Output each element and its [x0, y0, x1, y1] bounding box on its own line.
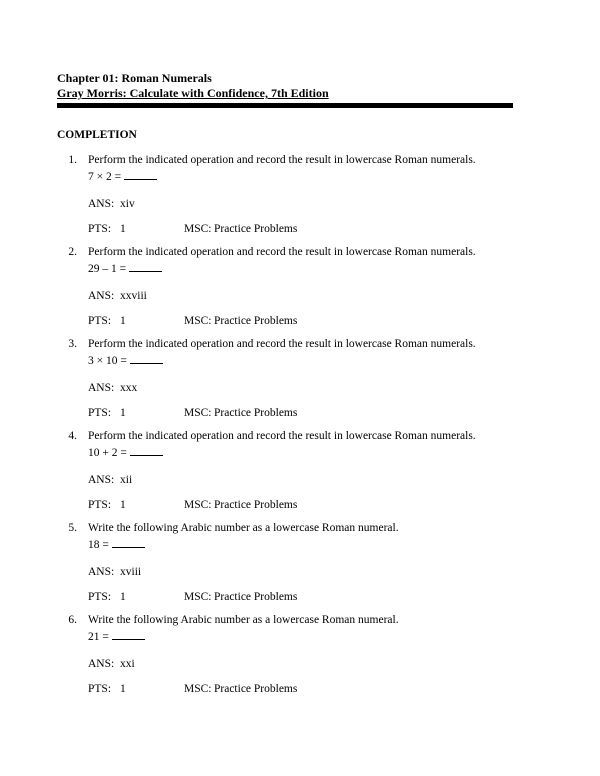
points-line — [88, 314, 570, 329]
msc-label: MSC: — [184, 315, 212, 327]
points-value: 1 — [120, 591, 126, 603]
question-body — [88, 613, 570, 697]
question-item — [57, 337, 570, 421]
question-body — [88, 521, 570, 605]
ans-label: ANS: — [88, 658, 115, 670]
question-number: 3. — [68, 338, 77, 350]
msc-label: MSC: — [184, 499, 212, 511]
answer-value: xxviii — [120, 290, 147, 302]
question-item — [57, 245, 570, 329]
question-number: 2. — [68, 246, 77, 258]
question-expression — [88, 260, 570, 277]
msc-value: Practice Problems — [214, 499, 298, 511]
points-value: 1 — [120, 315, 126, 327]
question-item — [57, 429, 570, 513]
question-body — [88, 429, 570, 513]
question-prompt: Write the following Arabic number as a lowercase Roman numeral. — [88, 522, 399, 534]
answer-blank — [112, 628, 145, 640]
question-expression — [88, 444, 570, 461]
msc-value: Practice Problems — [214, 315, 298, 327]
expression-text: 21 = — [88, 631, 109, 643]
msc-value: Practice Problems — [214, 683, 298, 695]
question-number: 4. — [68, 430, 77, 442]
answer-value: xiv — [120, 198, 135, 210]
msc-value: Practice Problems — [214, 591, 298, 603]
points-value: 1 — [120, 407, 126, 419]
expression-text: 10 + 2 = — [88, 447, 127, 459]
question-prompt: Perform the indicated operation and record the result in lowercase Roman numerals. — [88, 246, 476, 258]
ans-label: ANS: — [88, 290, 115, 302]
pts-label: PTS: — [88, 591, 112, 603]
msc-label: MSC: — [184, 591, 212, 603]
msc-value: Practice Problems — [214, 223, 298, 235]
pts-label: PTS: — [88, 683, 112, 695]
answer-value: xxi — [120, 658, 135, 670]
points-line — [88, 498, 570, 513]
question-body — [88, 245, 570, 329]
header-rule — [57, 103, 513, 108]
question-item — [57, 613, 570, 697]
book-title: Gray Morris: Calculate with Confidence, 7th Edition — [57, 86, 329, 100]
question-expression — [88, 628, 570, 645]
answer-line — [88, 473, 570, 488]
answer-blank — [112, 536, 145, 548]
answer-blank — [130, 444, 163, 456]
points-value: 1 — [120, 499, 126, 511]
expression-text: 29 – 1 = — [88, 263, 127, 275]
answer-line — [88, 657, 570, 672]
ans-label: ANS: — [88, 382, 115, 394]
msc-label: MSC: — [184, 683, 212, 695]
answer-line — [88, 289, 570, 304]
question-item — [57, 153, 570, 237]
answer-value: xviii — [120, 566, 142, 578]
chapter-title: Chapter 01: Roman Numerals — [57, 71, 212, 85]
ans-label: ANS: — [88, 198, 115, 210]
answer-line — [88, 565, 570, 580]
points-line — [88, 682, 570, 697]
points-value: 1 — [120, 683, 126, 695]
msc-label: MSC: — [184, 223, 212, 235]
expression-text: 3 × 10 = — [88, 355, 127, 367]
question-list — [57, 153, 570, 697]
question-body — [88, 153, 570, 237]
question-number: 6. — [68, 614, 77, 626]
points-line — [88, 406, 570, 421]
points-line — [88, 590, 570, 605]
answer-line — [88, 197, 570, 212]
question-number: 5. — [68, 522, 77, 534]
answer-line — [88, 381, 570, 396]
answer-blank — [130, 352, 163, 364]
ans-label: ANS: — [88, 566, 115, 578]
question-expression — [88, 352, 570, 369]
msc-label: MSC: — [184, 407, 212, 419]
pts-label: PTS: — [88, 223, 112, 235]
question-prompt: Write the following Arabic number as a lowercase Roman numeral. — [88, 614, 399, 626]
points-value: 1 — [120, 223, 126, 235]
question-body — [88, 337, 570, 421]
section-heading: COMPLETION — [57, 129, 137, 141]
pts-label: PTS: — [88, 499, 112, 511]
question-prompt: Perform the indicated operation and record the result in lowercase Roman numerals. — [88, 430, 476, 442]
expression-text: 7 × 2 = — [88, 171, 122, 183]
question-expression — [88, 168, 570, 185]
pts-label: PTS: — [88, 315, 112, 327]
question-number: 1. — [68, 154, 77, 166]
question-item — [57, 521, 570, 605]
msc-value: Practice Problems — [214, 407, 298, 419]
answer-value: xxx — [120, 382, 138, 394]
question-prompt: Perform the indicated operation and record the result in lowercase Roman numerals. — [88, 154, 476, 166]
pts-label: PTS: — [88, 407, 112, 419]
question-expression — [88, 536, 570, 553]
expression-text: 18 = — [88, 539, 109, 551]
answer-blank — [129, 260, 162, 272]
question-prompt: Perform the indicated operation and record the result in lowercase Roman numerals. — [88, 338, 476, 350]
answer-value: xii — [120, 474, 133, 486]
answer-blank — [124, 168, 157, 180]
ans-label: ANS: — [88, 474, 115, 486]
points-line — [88, 222, 570, 237]
